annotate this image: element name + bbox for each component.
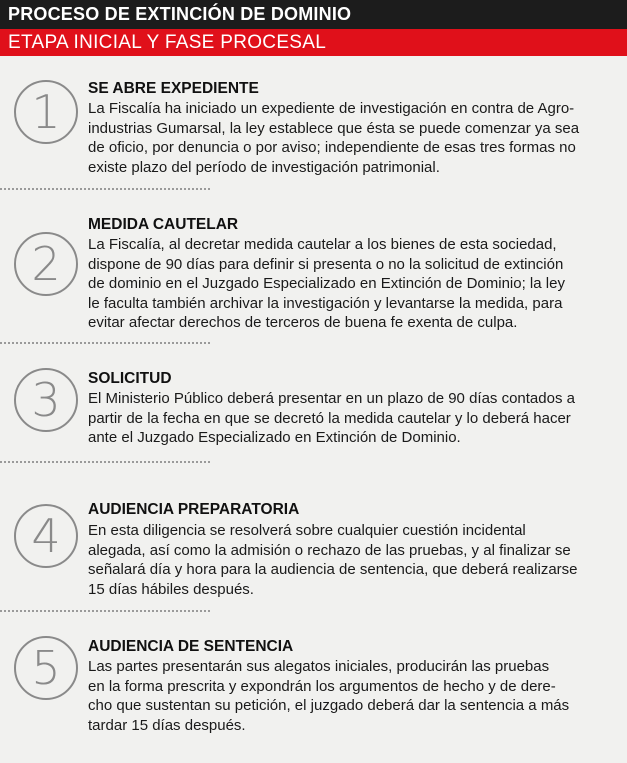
step-4-line: alegada, así como la admisión o rechazo de las pruebas, y al finalizar se xyxy=(88,541,571,559)
step-2-body xyxy=(88,235,618,333)
step-5-line: Las partes presentarán sus alegatos iniciales, producirán las pruebas xyxy=(88,658,550,675)
numeral-2-badge xyxy=(14,232,78,296)
numeral-5-badge xyxy=(14,636,78,700)
step-1-line: de oficio, por denuncia o por aviso; independiente de esas tres formas no xyxy=(88,139,576,156)
step-3-line: partir de la fecha en que se decretó la medida cautelar y lo deberá hacer xyxy=(88,409,571,427)
step-2-title: MEDIDA CAUTELAR xyxy=(88,216,239,233)
numeral-1-text: 1 xyxy=(31,85,61,139)
step-2-line: evitar afectar derechos de terceros de buena fe exenta de culpa. xyxy=(88,314,518,331)
step-1-line: La Fiscalía ha iniciado un expediente de investigación en contra de Agro- xyxy=(88,100,575,117)
step-5-title: AUDIENCIA DE SENTENCIA xyxy=(88,638,294,655)
step-1-body xyxy=(88,99,618,177)
numeral-3-badge xyxy=(14,368,78,432)
numeral-5-text: 5 xyxy=(31,641,61,695)
divider xyxy=(0,610,210,612)
divider xyxy=(0,188,210,190)
step-4-title: AUDIENCIA PREPARATORIA xyxy=(88,501,300,518)
divider xyxy=(0,342,210,344)
step-1-title: SE ABRE EXPEDIENTE xyxy=(88,80,259,97)
numeral-2-text: 2 xyxy=(31,237,61,291)
step-4-line: 15 días hábiles después. xyxy=(88,580,254,598)
step-5-body xyxy=(88,657,618,735)
step-1-line: industrias Gumarsal, la ley establece que ésta se puede comenzar ya sea xyxy=(88,119,580,137)
step-3-line: El Ministerio Público deberá presentar en un plazo de 90 días contados a xyxy=(88,390,575,407)
page-subtitle: ETAPA INICIAL Y FASE PROCESAL xyxy=(0,29,627,56)
step-4-line: En esta diligencia se resolverá sobre cualquier cuestión incidental xyxy=(88,522,526,539)
step-2-line: le faculta también archivar la investigación y levantarse la medida, para xyxy=(88,294,563,312)
step-5-line: tardar 15 días después. xyxy=(88,716,246,734)
page-title: PROCESO DE EXTINCIÓN DE DOMINIO xyxy=(0,0,627,29)
numeral-1-badge xyxy=(14,80,78,144)
step-2-line: dispone de 90 días para definir si presenta o no la solicitud de extinción xyxy=(88,255,564,273)
step-3-title: SOLICITUD xyxy=(88,370,172,387)
step-5-line: en la forma prescrita y expondrán los argumentos de hecho y de dere- xyxy=(88,677,556,695)
step-3-body xyxy=(88,389,618,448)
step-1-line: existe plazo del período de investigación patrimonial. xyxy=(88,158,440,176)
step-2-line: de dominio en el Juzgado Especializado en Extinción de Dominio; la ley xyxy=(88,275,565,292)
step-2-line: La Fiscalía, al decretar medida cautelar a los bienes de esta sociedad, xyxy=(88,236,557,253)
step-3-line: ante el Juzgado Especializado en Extinción de Dominio. xyxy=(88,429,461,446)
steps-panel xyxy=(0,56,627,763)
numeral-4-badge xyxy=(14,504,78,568)
divider xyxy=(0,461,210,463)
step-5-line: cho que sustentan su petición, el juzgado deberá dar la sentencia a más xyxy=(88,697,570,714)
step-4-line: señalará día y hora para la audiencia de sentencia, que deberá realizarse xyxy=(88,561,578,578)
step-4-body xyxy=(88,521,618,599)
numeral-4-text: 4 xyxy=(31,509,61,563)
numeral-3-text: 3 xyxy=(31,373,61,427)
